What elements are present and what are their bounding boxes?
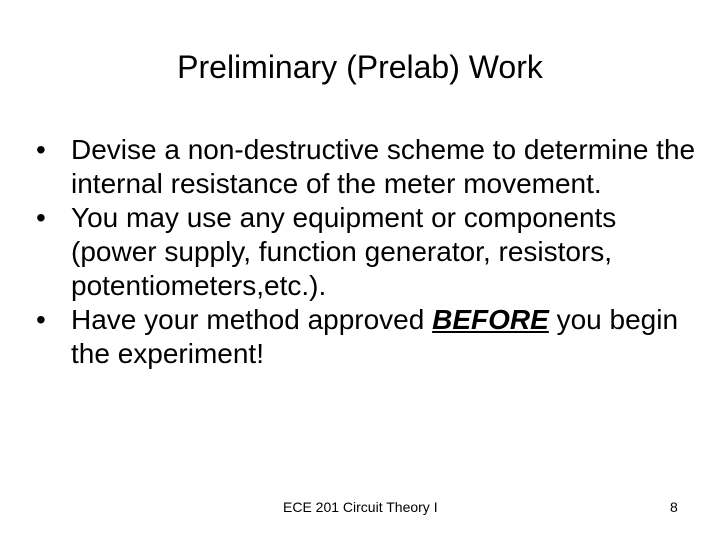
bullet-marker: • [36,134,46,165]
slide-title: Preliminary (Prelab) Work [177,49,543,85]
bullet-item [36,303,696,371]
bullet-text-pre: Have your method approved [71,304,433,335]
footer-page-number: 8 [670,499,678,515]
bullet-item [36,133,696,201]
bullet-marker: • [36,304,46,335]
bullet-text: Devise a non-destructive scheme to determine the internal resistance of the meter movement. [71,134,696,199]
bullet-text: You may use any equipment or components (power supply, function generator, resistors, potentiometers,etc.). [71,202,617,301]
bullet-emphasis: BEFORE [432,304,549,335]
footer-course-title: ECE 201 Circuit Theory I [283,499,438,515]
bullet-list [36,133,696,371]
bullet-item [36,201,696,303]
bullet-marker: • [36,202,46,233]
bullet-text-post: you begin the experiment! [71,304,679,369]
